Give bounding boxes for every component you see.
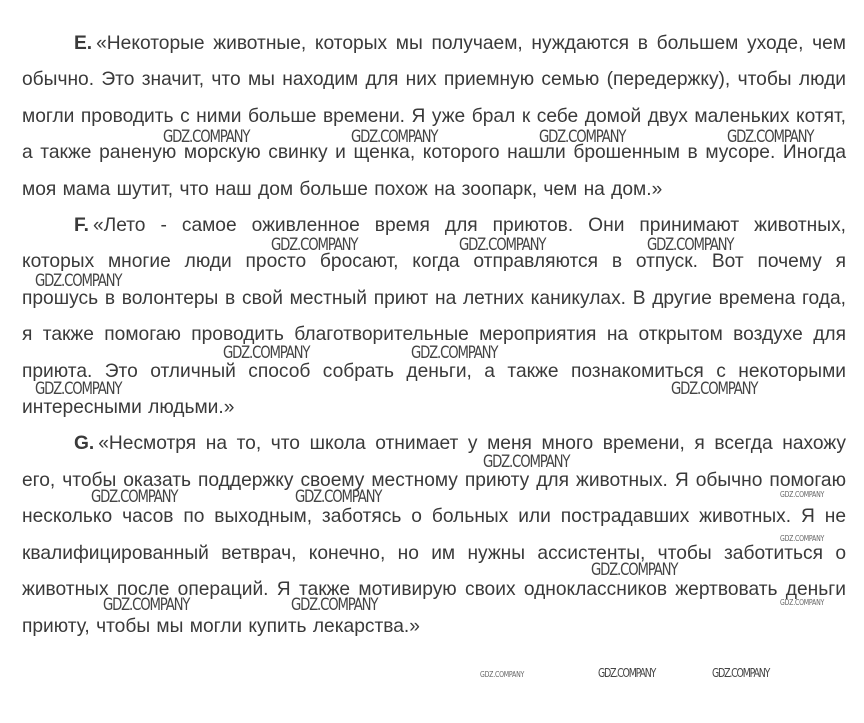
- watermark: GDZ.COMPANY: [480, 670, 525, 679]
- watermark: GDZ.COMPANY: [459, 235, 546, 255]
- paragraph-e: [22, 26, 846, 208]
- watermark: GDZ.COMPANY: [35, 379, 122, 399]
- paragraph-g: [22, 426, 846, 644]
- watermark: GDZ.COMPANY: [647, 235, 734, 255]
- watermark: GDZ.COMPANY: [780, 598, 825, 607]
- paragraph-text: «Некоторые животные, которых мы получаем, нуждаются в большем уходе, чем обычно. Это значит, что мы находим для них приемную семью (передержку), чтобы люди могли проводить с ними больше времени. Я уже брал к себе домой двух маленьких котят, а также раненую морскую свинку и щенка, которого нашли брошенным в мусоре. Иногда моя мама шутит, что наш дом больше похож на зоопарк, чем на дом.»: [22, 33, 846, 200]
- paragraph-letter: G.: [74, 433, 95, 455]
- watermark: GDZ.COMPANY: [291, 595, 378, 615]
- watermark: GDZ.COMPANY: [780, 490, 825, 499]
- paragraph-text: «Лето - самое оживленное время для приютов. Они принимают животных, которых многие люди просто бросают, когда отправляются в отпуск. Вот почему я прошусь в волонтеры в свой местный приют на летних каникулах. В другие времена года, я также помогаю проводить благотворительные мероприятия на открытом воздухе для приюта. Это отличный способ собрать деньги, а также познакомиться с некоторыми интересными людьми.»: [22, 215, 846, 419]
- paragraph-letter: E.: [74, 33, 93, 54]
- watermark: GDZ.COMPANY: [712, 666, 770, 680]
- watermark: GDZ.COMPANY: [103, 595, 190, 615]
- watermark: GDZ.COMPANY: [35, 271, 122, 291]
- paragraph-text: «Несмотря на то, что школа отнимает у меня много времени, я всегда нахожу его, чтобы оказать поддержку своему местному приюту для животных. Я обычно помогаю несколько часов по выходным, заботясь о больных или пострадавших животных. Я не квалифицированный ветврач, конечно, но им нужны ассистенты, чтобы заботиться о животных после операций. Я также мотивирую своих одноклассников жертвовать деньги приюту, чтобы мы могли купить лекарства.»: [22, 433, 846, 637]
- watermark: GDZ.COMPANY: [295, 487, 382, 507]
- watermark: GDZ.COMPANY: [411, 343, 498, 363]
- watermark: GDZ.COMPANY: [483, 452, 570, 472]
- paragraph-f: [22, 208, 846, 426]
- watermark: GDZ.COMPANY: [780, 534, 825, 543]
- watermark: GDZ.COMPANY: [351, 127, 438, 147]
- paragraph-letter: F.: [74, 215, 89, 237]
- watermark: GDZ.COMPANY: [271, 235, 358, 255]
- watermark: GDZ.COMPANY: [727, 127, 814, 147]
- watermark: GDZ.COMPANY: [671, 379, 758, 399]
- document-body: [22, 26, 846, 645]
- watermark: GDZ.COMPANY: [163, 127, 250, 147]
- watermark: GDZ.COMPANY: [539, 127, 626, 147]
- watermark: GDZ.COMPANY: [223, 343, 310, 363]
- watermark: GDZ.COMPANY: [598, 666, 656, 680]
- watermark: GDZ.COMPANY: [591, 560, 678, 580]
- watermark: GDZ.COMPANY: [91, 487, 178, 507]
